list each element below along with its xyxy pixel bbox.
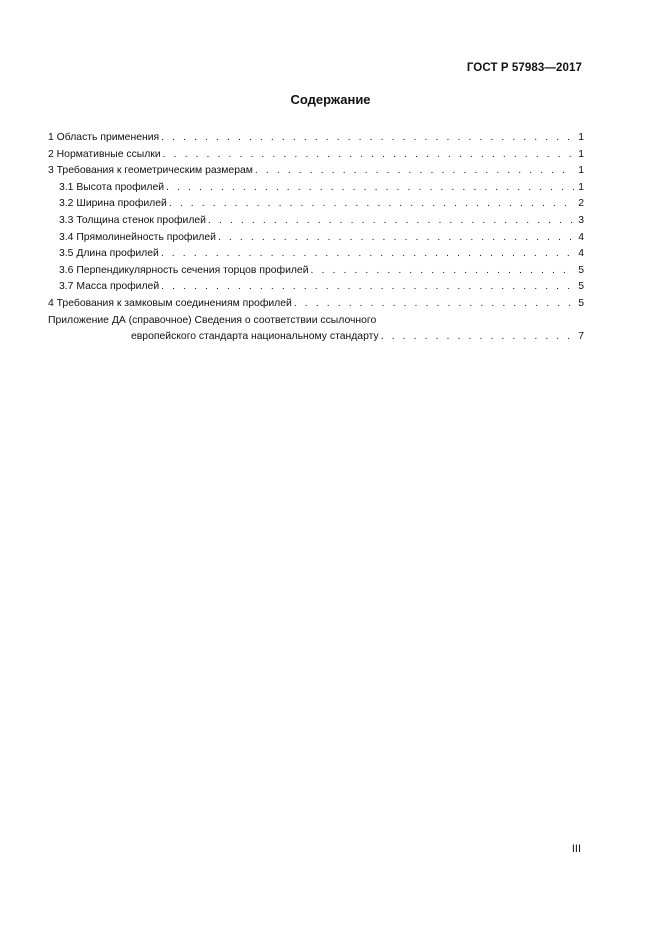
toc-entry-label: 3.5 Длина профилей (59, 248, 159, 260)
toc-entry-page: 5 (578, 297, 584, 309)
toc-leader-dots (163, 147, 574, 164)
toc-entry-3-4[interactable] (48, 230, 584, 247)
toc-leader-dots (311, 263, 574, 280)
toc-annex-entry[interactable] (48, 329, 584, 346)
toc-entry-4[interactable] (48, 296, 584, 313)
toc-entry-page: 1 (578, 132, 584, 143)
toc-entry-2[interactable] (48, 147, 584, 164)
toc-entry-1[interactable] (48, 130, 584, 147)
toc-leader-dots (381, 329, 574, 346)
toc-entry-3-7[interactable] (48, 279, 584, 296)
toc-entry-label: 4 Требования к замковым соединениям профилей (48, 297, 292, 309)
toc-entry-page: 5 (578, 264, 584, 276)
toc-entry-label: 3.3 Толщина стенок профилей (59, 214, 206, 226)
toc-entry-page: 4 (578, 231, 584, 243)
toc-annex-line-2: европейского стандарта национальному стандарту (131, 331, 379, 343)
toc-title: Содержание (290, 92, 371, 107)
toc-entry-label: 3.6 Перпендикулярность сечения торцов профилей (59, 264, 309, 276)
toc-entry-page: 2 (578, 198, 584, 210)
toc-entry-label: 3.1 Высота профилей (59, 181, 165, 193)
table-of-contents (48, 130, 584, 346)
toc-entry-label: 1 Область применения (48, 132, 160, 143)
toc-entry-page: 1 (578, 165, 584, 177)
toc-leader-dots (161, 130, 574, 147)
document-code: ГОСТ Р 57983—2017 (466, 62, 582, 74)
toc-entry-label: 3 Требования к геометрическим размерам (48, 165, 253, 177)
toc-entry-page: 1 (578, 181, 584, 193)
toc-leader-dots (161, 279, 574, 296)
toc-entry-page: 4 (578, 248, 584, 260)
toc-leader-dots (218, 230, 574, 247)
toc-entry-3[interactable] (48, 163, 584, 180)
toc-leader-dots (294, 296, 574, 313)
toc-leader-dots (166, 180, 574, 197)
toc-leader-dots (208, 213, 574, 230)
toc-entry-label: 3.4 Прямолинейность профилей (59, 231, 216, 243)
toc-annex-line-1[interactable]: Приложение ДА (справочное) Сведения о соответствии ссылочного (48, 314, 377, 326)
toc-entry-3-2[interactable] (48, 196, 584, 213)
toc-entry-label: 3.2 Ширина профилей (59, 198, 167, 210)
toc-entry-3-6[interactable] (48, 263, 584, 280)
toc-entry-page: 1 (578, 148, 584, 160)
toc-entry-3-5[interactable] (48, 246, 584, 263)
page-number: III (571, 843, 581, 855)
toc-entry-3-1[interactable] (48, 180, 584, 197)
toc-entry-page: 5 (578, 281, 584, 293)
toc-leader-dots (169, 196, 574, 213)
toc-entry-label: 2 Нормативные ссылки (48, 148, 161, 160)
toc-entry-3-3[interactable] (48, 213, 584, 230)
toc-leader-dots (255, 163, 574, 180)
toc-leader-dots (161, 246, 574, 263)
toc-entry-label: 3.7 Масса профилей (59, 281, 160, 293)
toc-annex-page: 7 (578, 331, 584, 343)
toc-entry-page: 3 (578, 214, 584, 226)
